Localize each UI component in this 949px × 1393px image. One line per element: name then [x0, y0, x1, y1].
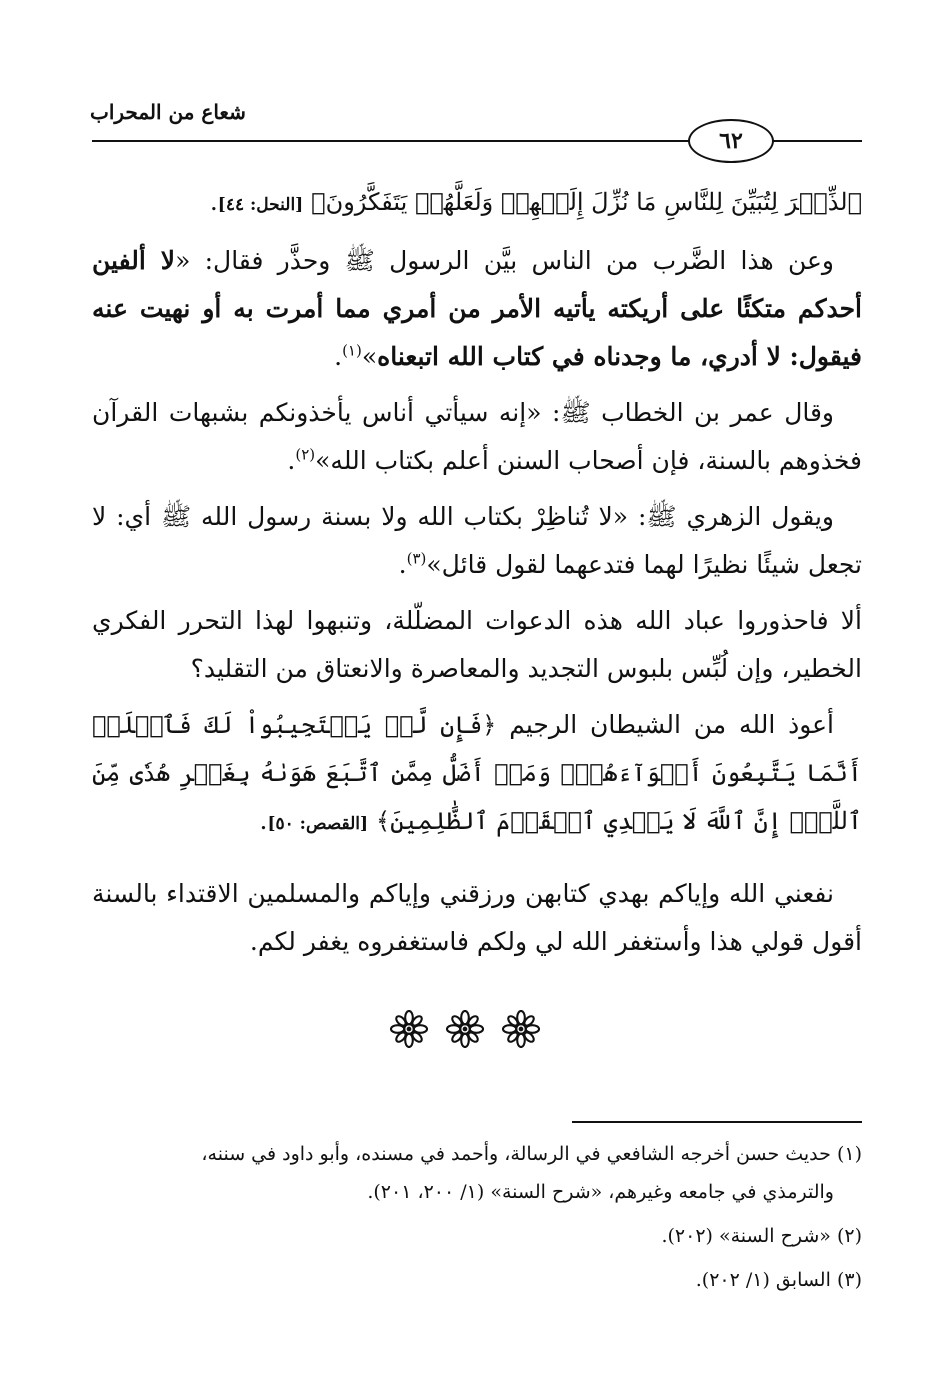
flower-ornament-icon	[446, 1010, 484, 1048]
footnote-marker-1: (١)	[342, 341, 362, 360]
footnote-1	[92, 1135, 862, 1211]
main-text	[92, 178, 862, 974]
zuhri-text: ويقول الزهري ﷺ: «لا تُناظِرْ بكتاب الله ولا بسنة رسول الله ﷺ أي: لا تجعل شيئًا نظيرًا لهما فتدعهما لقول قائل»	[92, 502, 862, 579]
zuhri-paragraph: ويقول الزهري ﷺ: «لا تُناظِرْ بكتاب الله ولا بسنة رسول الله ﷺ أي: لا تجعل شيئًا نظيرًا لهما فتدعهما لقول قائل»$^{(٣)}$.	[92, 502, 862, 579]
umar-paragraph: وقال عمر بن الخطاب ﷺ: «إنه سيأتي أناس يأخذونكم بشبهات القرآن فخذوهم بالسنة، فإن أصحاب السنن أعلم بكتاب الله»$^{(٢)}$.	[92, 398, 862, 475]
warning-paragraph	[92, 597, 862, 693]
hadith-paragraph: وعن هذا الضَّرب من الناس بيَّن الرسول ﷺ وحذَّر فقال: «لا ألفين أحدكم متكئًا على أريكته يأتيه الأمر من أمري مما أمرت به أو نهيت عنه فيقول: لا أدري، ما وجدناه في كتاب الله اتبعناه»$^{(١)}$.	[92, 246, 862, 371]
verse-ending-ref: [النحل: ٤٤]	[217, 195, 304, 215]
footnote-text: حديث حسن أخرجه الشافعي في الرسالة، وأحمد في مسنده، وأبو داود في سننه،	[201, 1143, 831, 1165]
closing-text: نفعني الله وإياكم بهدي كتابهن ورزقني وإياكم والمسلمين الاقتداء بالسنة أقول قولي هذا وأستغفر الله لي ولكم فاستغفروه يغفر لكم.	[92, 879, 862, 956]
footnote-number: (٣)	[836, 1269, 862, 1291]
flower-ornament-icon	[502, 1010, 540, 1048]
closing-paragraph	[92, 870, 862, 966]
verse-ending-paragraph: ٱلذِّكۡرَ لِتُبَيِّنَ لِلنَّاسِ مَا نُزِّلَ إِلَيۡهِمۡ وَلَعَلَّهُمۡ يَتَفَكَّرُونَ﴾ [النحل: ٤٤].	[209, 187, 862, 216]
verse-qasas-ref: [القصص: ٥٠]	[267, 814, 369, 834]
hadith-intro: وعن هذا الضَّرب من الناس بيَّن الرسول ﷺ وحذَّر فقال: «	[175, 246, 834, 275]
hadith-close: »	[361, 342, 378, 371]
footnote-text: «شرح السنة» (٢٠٢).	[661, 1225, 831, 1247]
footnote-number: (١)	[836, 1143, 862, 1165]
footnote-2	[92, 1217, 862, 1255]
footnotes	[92, 1135, 862, 1305]
verse-qasas: ﴿فَإِن لَّمۡ يَسۡتَجِيبُواْ لَكَ فَٱعۡلَمۡ أَنَّمَا يَتَّبِعُونَ أَهۡوَآءَهُمۡۚ وَمَنۡ أَضَلُّ مِمَّنِ ٱتَّبَعَ هَوَىٰهُ بِغَيۡرِ هُدٗى مِّنَ ٱللَّهِۚ إِنَّ ٱللَّهَ لَا يَهۡدِي ٱلۡقَوۡمَ ٱلظَّٰلِمِينَ﴾	[92, 711, 862, 835]
flower-ornament-icon	[390, 1010, 428, 1048]
page-number: ٦٢	[688, 119, 774, 163]
section-separator	[390, 1010, 540, 1050]
footnote-marker-3: (٣)	[406, 549, 427, 568]
footnote-3	[92, 1261, 862, 1299]
footnote-number: (٢)	[836, 1225, 862, 1247]
warning-text: ألا فاحذوروا عباد الله هذه الدعوات المضلّلة، وتنبهوا لهذا التحرر الفكري الخطير، وإن لُبِّس بلبوس التجديد والمعاصرة والانعتاق من التقليد؟	[92, 606, 862, 683]
footnote-marker-2: (٢)	[295, 445, 316, 464]
istiadha: أعوذ الله من الشيطان الرجيم	[509, 710, 835, 739]
hadith-text: لا ألفين أحدكم متكئًا على أريكته يأتيه الأمر من أمري مما أمرت به أو نهيت عنه فيقول: لا أدري، ما وجدناه في كتاب الله اتبعناه	[92, 246, 862, 371]
footnote-rule	[572, 1121, 862, 1123]
umar-text: وقال عمر بن الخطاب ﷺ: «إنه سيأتي أناس يأخذونكم بشبهات القرآن فخذوهم بالسنة، فإن أصحاب السنن أعلم بكتاب الله»	[92, 398, 862, 475]
verse-paragraph: أعوذ الله من الشيطان الرجيم ﴿فَإِن لَّمۡ يَسۡتَجِيبُواْ لَكَ فَٱعۡلَمۡ أَنَّمَا يَتَّبِعُونَ أَهۡوَآءَهُمۡۚ وَمَنۡ أَضَلُّ مِمَّنِ ٱتَّبَعَ هَوَىٰهُ بِغَيۡرِ هُدٗى مِّنَ ٱللَّهِۚ إِنَّ ٱللَّهَ لَا يَهۡدِي ٱلۡقَوۡمَ ٱلظَّٰلِمِينَ﴾ [القصص: ٥٠].	[92, 710, 862, 835]
verse-ending: ٱلذِّكۡرَ لِتُبَيِّنَ لِلنَّاسِ مَا نُزِّلَ إِلَيۡهِمۡ وَلَعَلَّهُمۡ يَتَفَكَّرُونَ﴾	[311, 188, 862, 216]
running-title: شعاع من المحراب	[90, 100, 246, 124]
footnote-text-continued: والترمذي في جامعه وغيرهم، «شرح السنة» (١/ ٢٠٠، ٢٠١).	[367, 1181, 834, 1203]
footnote-text: السابق (١/ ٢٠٢).	[695, 1269, 831, 1291]
